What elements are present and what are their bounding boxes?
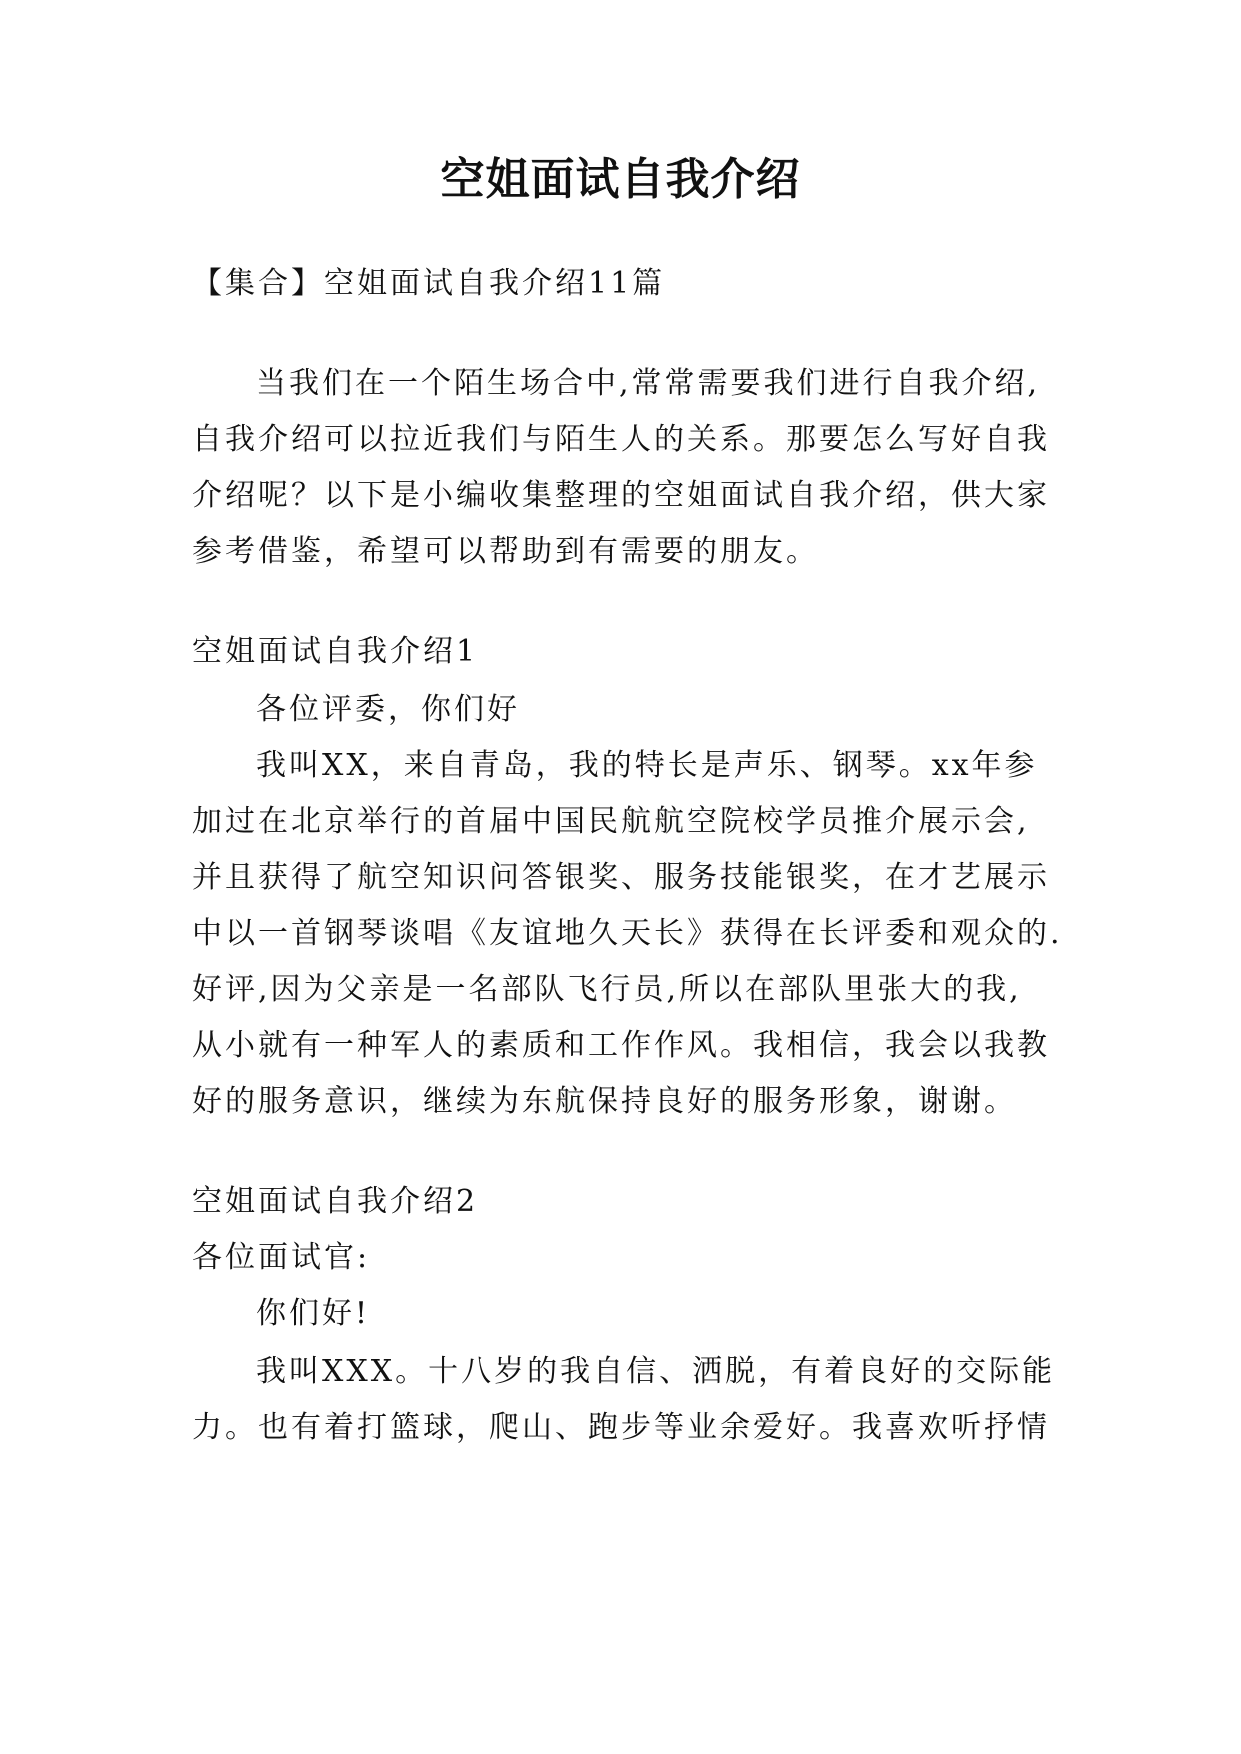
- document-subtitle: 【集合】空姐面试自我介绍11篇: [192, 266, 666, 301]
- section-heading: 空姐面试自我介绍2: [192, 1184, 479, 1219]
- section-greeting: 各位评委，你们好: [256, 692, 520, 727]
- section-body-line: 加过在北京举行的首届中国民航航空院校学员推介展示会,: [192, 804, 1030, 839]
- section-body-line: 好评,因为父亲是一名部队飞行员,所以在部队里张大的我,: [192, 972, 1022, 1007]
- section-salutation: 各位面试官:: [192, 1240, 371, 1275]
- section-heading: 空姐面试自我介绍1: [192, 634, 479, 669]
- section-greeting: 你们好!: [256, 1296, 371, 1331]
- section-body-line: 力。也有着打篮球，爬山、跑步等业余爱好。我喜欢听抒情: [192, 1410, 1050, 1445]
- intro-line: 参考借鉴，希望可以帮助到有需要的朋友。: [192, 534, 819, 569]
- intro-line: 自我介绍可以拉近我们与陌生人的关系。那要怎么写好自我: [192, 422, 1050, 457]
- section-body-line: 中以一首钢琴谈唱《友谊地久天长》获得在长评委和观众的.: [192, 916, 1063, 951]
- section-body-line: 并且获得了航空知识问答银奖、服务技能银奖，在才艺展示: [192, 860, 1050, 895]
- intro-line: 介绍呢？以下是小编收集整理的空姐面试自我介绍，供大家: [192, 478, 1050, 513]
- section-body-line: 好的服务意识，继续为东航保持良好的服务形象，谢谢。: [192, 1084, 1017, 1119]
- section-body-line: 从小就有一种军人的素质和工作作风。我相信，我会以我教: [192, 1028, 1050, 1063]
- document-title: 空姐面试自我介绍: [440, 154, 801, 205]
- intro-line: 当我们在一个陌生场合中,常常需要我们进行自我介绍,: [256, 366, 1041, 401]
- section-body-line: 我叫XXX。十八岁的我自信、洒脱，有着良好的交际能: [256, 1354, 1056, 1389]
- section-body-line: 我叫XX，来自青岛，我的特长是声乐、钢琴。xx年参: [256, 748, 1038, 783]
